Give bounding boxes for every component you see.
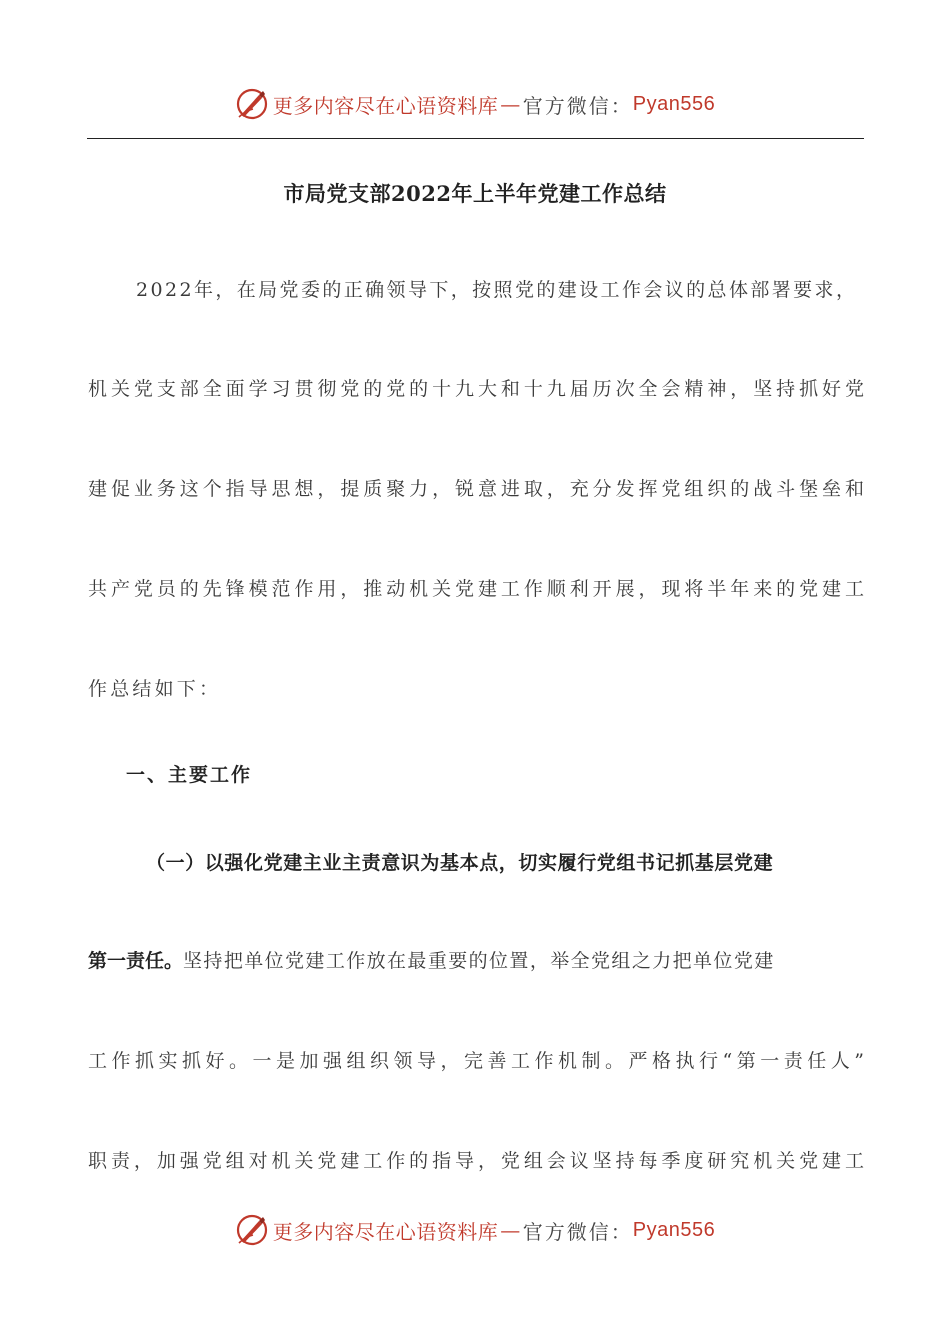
banner-promo-text: 更多内容尽在心语资料库 xyxy=(272,93,499,118)
paragraph-line: 共产党员的先锋模范作用，推动机关党建工作顺利开展，现将半年来的党建工 xyxy=(88,578,864,600)
banner-promo-text: 更多内容尽在心语资料库 xyxy=(272,1219,499,1244)
banner-wechat-handle: Pyan556 xyxy=(632,92,716,115)
banner-dash: — xyxy=(500,92,521,116)
section-heading: 一、主要工作 xyxy=(126,764,253,786)
subsection-heading-tail: 第一责任。 xyxy=(88,950,184,972)
header-banner xyxy=(0,84,950,124)
banner-official-label: 官方微信： xyxy=(522,1219,633,1244)
paragraph-text: 坚持把单位党建工作放在最重要的位置，举全党组之力把单位党建 xyxy=(183,950,775,972)
pen-logo-icon xyxy=(235,87,269,121)
paragraph-line: 作总结如下： xyxy=(88,678,222,700)
subsection-continuation xyxy=(88,946,864,973)
header-divider xyxy=(87,138,864,139)
paragraph-line: 职责，加强党组对机关党建工作的指导，党组会议坚持每季度研究机关党建工 xyxy=(88,1150,864,1172)
document-title: 市局党支部2022年上半年党建工作总结 xyxy=(283,181,667,206)
banner-official-label: 官方微信： xyxy=(522,93,633,118)
banner-wechat-handle: Pyan556 xyxy=(632,1218,716,1241)
subsection-heading: （一）以强化党建主业主责意识为基本点，切实履行党组书记抓基层党建 xyxy=(146,852,774,874)
paragraph-line: 工作抓实抓好。一是加强组织领导，完善工作机制。严格执行“第一责任人” xyxy=(88,1050,864,1072)
footer-banner xyxy=(0,1210,950,1250)
pen-logo-icon xyxy=(235,1213,269,1247)
paragraph-line: 2022年，在局党委的正确领导下，按照党的建设工作会议的总体部署要求， xyxy=(136,279,858,301)
paragraph-line: 机关党支部全面学习贯彻党的党的十九大和十九届历次全会精神，坚持抓好党 xyxy=(88,378,864,400)
paragraph-line: 建促业务这个指导思想，提质聚力，锐意进取，充分发挥党组织的战斗堡垒和 xyxy=(88,478,864,500)
banner-dash: — xyxy=(500,1218,521,1242)
